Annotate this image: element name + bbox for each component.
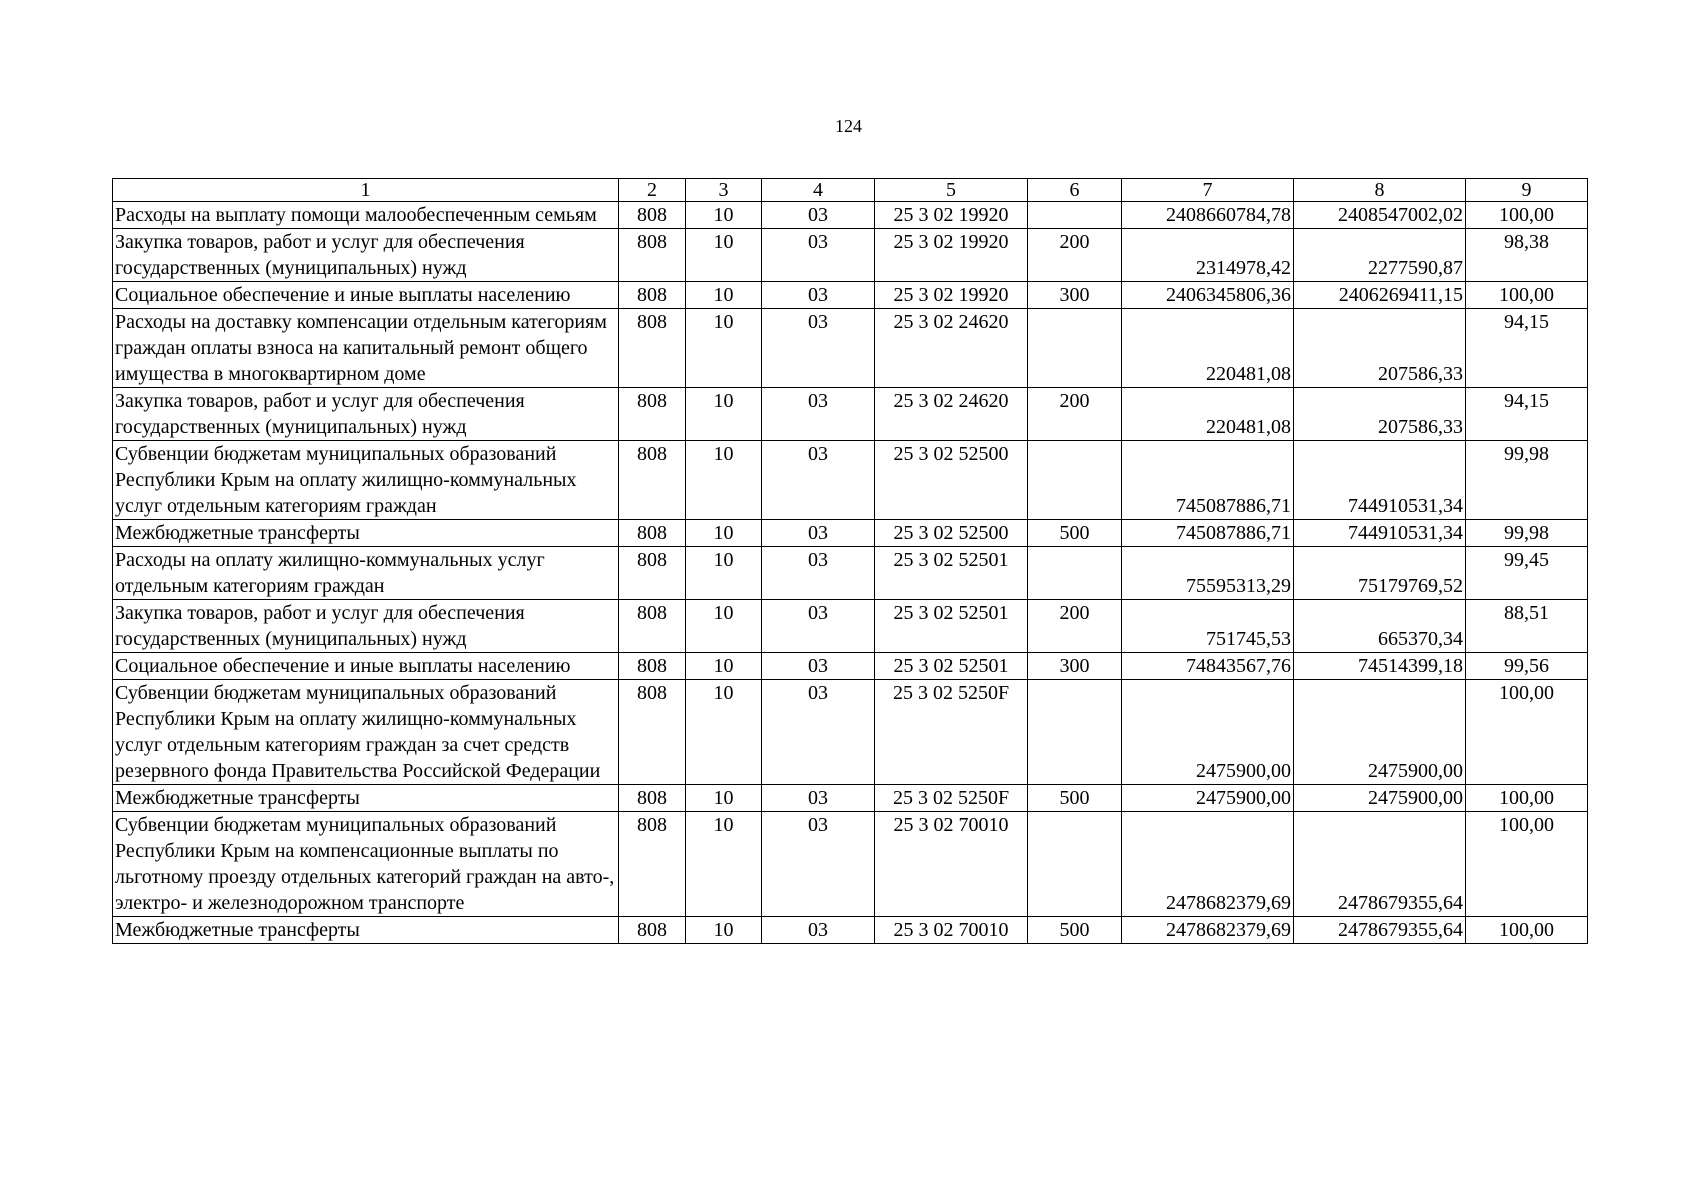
cell-target-article: 25 3 02 5250F: [875, 785, 1028, 812]
cell-target-article: 25 3 02 19920: [875, 202, 1028, 229]
cell-executed-amount: 2408547002,02: [1294, 202, 1466, 229]
table-row: [113, 202, 1588, 229]
column-header: 6: [1028, 179, 1122, 202]
cell-expense-type: 200: [1028, 600, 1122, 653]
cell-expense-type: [1028, 202, 1122, 229]
cell-executed-amount: 665370,34: [1294, 600, 1466, 653]
cell-ministry-code: 808: [619, 282, 686, 309]
cell-planned-amount: 2314978,42: [1122, 229, 1294, 282]
cell-planned-amount: 745087886,71: [1122, 441, 1294, 520]
cell-executed-amount: 2277590,87: [1294, 229, 1466, 282]
cell-ministry-code: 808: [619, 600, 686, 653]
cell-subsection: 03: [762, 600, 875, 653]
cell-subsection: 03: [762, 282, 875, 309]
table-row: [113, 441, 1588, 520]
column-header: 7: [1122, 179, 1294, 202]
cell-section: 10: [686, 388, 762, 441]
cell-section: 10: [686, 680, 762, 785]
cell-ministry-code: 808: [619, 547, 686, 600]
cell-section: 10: [686, 202, 762, 229]
cell-execution-percent: 99,56: [1466, 653, 1588, 680]
cell-section: 10: [686, 520, 762, 547]
cell-executed-amount: 2475900,00: [1294, 785, 1466, 812]
cell-section: 10: [686, 441, 762, 520]
table-row: [113, 520, 1588, 547]
cell-expense-type: 300: [1028, 653, 1122, 680]
cell-execution-percent: 98,38: [1466, 229, 1588, 282]
cell-target-article: 25 3 02 52501: [875, 547, 1028, 600]
table-header-row: [113, 179, 1588, 202]
cell-subsection: 03: [762, 547, 875, 600]
cell-ministry-code: 808: [619, 520, 686, 547]
cell-ministry-code: 808: [619, 309, 686, 388]
cell-ministry-code: 808: [619, 653, 686, 680]
cell-target-article: 25 3 02 52501: [875, 600, 1028, 653]
cell-target-article: 25 3 02 52501: [875, 653, 1028, 680]
row-description: Субвенции бюджетам муниципальных образований Республики Крым на оплату жилищно-коммунальных услуг отдельным категориям граждан: [113, 441, 619, 520]
cell-target-article: 25 3 02 24620: [875, 388, 1028, 441]
cell-subsection: 03: [762, 202, 875, 229]
table-row: [113, 785, 1588, 812]
column-header: 9: [1466, 179, 1588, 202]
cell-expense-type: 200: [1028, 388, 1122, 441]
cell-executed-amount: 207586,33: [1294, 309, 1466, 388]
row-description: Субвенции бюджетам муниципальных образований Республики Крым на компенсационные выплаты по льготному проезду отдельных категорий граждан на авто-, электро- и железнодорожном транспорте: [113, 812, 619, 917]
row-description: Межбюджетные трансферты: [113, 520, 619, 547]
cell-subsection: 03: [762, 917, 875, 944]
cell-execution-percent: 99,45: [1466, 547, 1588, 600]
cell-execution-percent: 88,51: [1466, 600, 1588, 653]
cell-planned-amount: 2408660784,78: [1122, 202, 1294, 229]
cell-execution-percent: 94,15: [1466, 309, 1588, 388]
cell-subsection: 03: [762, 309, 875, 388]
cell-ministry-code: 808: [619, 680, 686, 785]
cell-executed-amount: 744910531,34: [1294, 520, 1466, 547]
column-header: 3: [686, 179, 762, 202]
cell-expense-type: 500: [1028, 785, 1122, 812]
table-row: [113, 229, 1588, 282]
cell-execution-percent: 99,98: [1466, 441, 1588, 520]
budget-table: [112, 178, 1588, 944]
cell-expense-type: 500: [1028, 520, 1122, 547]
cell-expense-type: [1028, 812, 1122, 917]
table-row: [113, 917, 1588, 944]
cell-expense-type: 200: [1028, 229, 1122, 282]
row-description: Расходы на выплату помощи малообеспеченным семьям: [113, 202, 619, 229]
cell-section: 10: [686, 653, 762, 680]
cell-target-article: 25 3 02 5250F: [875, 680, 1028, 785]
column-header: 1: [113, 179, 619, 202]
row-description: Закупка товаров, работ и услуг для обеспечения государственных (муниципальных) нужд: [113, 229, 619, 282]
table-body: [113, 202, 1588, 944]
cell-subsection: 03: [762, 653, 875, 680]
cell-ministry-code: 808: [619, 229, 686, 282]
cell-expense-type: [1028, 547, 1122, 600]
cell-target-article: 25 3 02 19920: [875, 282, 1028, 309]
column-header: 8: [1294, 179, 1466, 202]
table-row: [113, 282, 1588, 309]
cell-execution-percent: 99,98: [1466, 520, 1588, 547]
cell-executed-amount: 75179769,52: [1294, 547, 1466, 600]
cell-execution-percent: 100,00: [1466, 812, 1588, 917]
cell-expense-type: 500: [1028, 917, 1122, 944]
cell-subsection: 03: [762, 388, 875, 441]
table-row: [113, 388, 1588, 441]
column-header: 2: [619, 179, 686, 202]
cell-executed-amount: 207586,33: [1294, 388, 1466, 441]
cell-subsection: 03: [762, 520, 875, 547]
cell-planned-amount: 751745,53: [1122, 600, 1294, 653]
cell-ministry-code: 808: [619, 917, 686, 944]
cell-execution-percent: 100,00: [1466, 202, 1588, 229]
cell-section: 10: [686, 785, 762, 812]
row-description: Расходы на оплату жилищно-коммунальных услуг отдельным категориям граждан: [113, 547, 619, 600]
row-description: Закупка товаров, работ и услуг для обеспечения государственных (муниципальных) нужд: [113, 600, 619, 653]
cell-target-article: 25 3 02 52500: [875, 441, 1028, 520]
cell-executed-amount: 2478679355,64: [1294, 812, 1466, 917]
cell-planned-amount: 74843567,76: [1122, 653, 1294, 680]
cell-execution-percent: 94,15: [1466, 388, 1588, 441]
cell-section: 10: [686, 229, 762, 282]
cell-execution-percent: 100,00: [1466, 917, 1588, 944]
column-header: 5: [875, 179, 1028, 202]
row-description: Расходы на доставку компенсации отдельным категориям граждан оплаты взноса на капитальный ремонт общего имущества в многоквартирном доме: [113, 309, 619, 388]
cell-executed-amount: 2406269411,15: [1294, 282, 1466, 309]
table-row: [113, 600, 1588, 653]
cell-ministry-code: 808: [619, 202, 686, 229]
table-row: [113, 812, 1588, 917]
cell-executed-amount: 2475900,00: [1294, 680, 1466, 785]
cell-section: 10: [686, 282, 762, 309]
table-row: [113, 547, 1588, 600]
column-header: 4: [762, 179, 875, 202]
row-description: Субвенции бюджетам муниципальных образований Республики Крым на оплату жилищно-коммунальных услуг отдельным категориям граждан за счет средств резервного фонда Правительства Российской Федерации: [113, 680, 619, 785]
table-row: [113, 653, 1588, 680]
cell-execution-percent: 100,00: [1466, 282, 1588, 309]
cell-section: 10: [686, 600, 762, 653]
cell-expense-type: 300: [1028, 282, 1122, 309]
row-description: Закупка товаров, работ и услуг для обеспечения государственных (муниципальных) нужд: [113, 388, 619, 441]
cell-section: 10: [686, 812, 762, 917]
cell-subsection: 03: [762, 812, 875, 917]
cell-expense-type: [1028, 680, 1122, 785]
cell-planned-amount: 220481,08: [1122, 309, 1294, 388]
cell-target-article: 25 3 02 70010: [875, 812, 1028, 917]
cell-ministry-code: 808: [619, 388, 686, 441]
cell-ministry-code: 808: [619, 785, 686, 812]
row-description: Социальное обеспечение и иные выплаты населению: [113, 653, 619, 680]
cell-subsection: 03: [762, 229, 875, 282]
cell-target-article: 25 3 02 19920: [875, 229, 1028, 282]
cell-planned-amount: 745087886,71: [1122, 520, 1294, 547]
cell-expense-type: [1028, 441, 1122, 520]
cell-planned-amount: 220481,08: [1122, 388, 1294, 441]
cell-subsection: 03: [762, 441, 875, 520]
cell-section: 10: [686, 309, 762, 388]
page-number: 124: [835, 116, 862, 136]
cell-ministry-code: 808: [619, 812, 686, 917]
cell-planned-amount: 2478682379,69: [1122, 812, 1294, 917]
cell-execution-percent: 100,00: [1466, 785, 1588, 812]
cell-subsection: 03: [762, 680, 875, 785]
row-description: Социальное обеспечение и иные выплаты населению: [113, 282, 619, 309]
cell-planned-amount: 2478682379,69: [1122, 917, 1294, 944]
cell-expense-type: [1028, 309, 1122, 388]
row-description: Межбюджетные трансферты: [113, 785, 619, 812]
row-description: Межбюджетные трансферты: [113, 917, 619, 944]
cell-planned-amount: 2475900,00: [1122, 680, 1294, 785]
cell-section: 10: [686, 917, 762, 944]
cell-ministry-code: 808: [619, 441, 686, 520]
cell-planned-amount: 2406345806,36: [1122, 282, 1294, 309]
cell-planned-amount: 75595313,29: [1122, 547, 1294, 600]
cell-executed-amount: 2478679355,64: [1294, 917, 1466, 944]
table-row: [113, 309, 1588, 388]
table-row: [113, 680, 1588, 785]
cell-section: 10: [686, 547, 762, 600]
cell-target-article: 25 3 02 70010: [875, 917, 1028, 944]
cell-target-article: 25 3 02 52500: [875, 520, 1028, 547]
cell-planned-amount: 2475900,00: [1122, 785, 1294, 812]
cell-execution-percent: 100,00: [1466, 680, 1588, 785]
cell-subsection: 03: [762, 785, 875, 812]
cell-target-article: 25 3 02 24620: [875, 309, 1028, 388]
cell-executed-amount: 744910531,34: [1294, 441, 1466, 520]
cell-executed-amount: 74514399,18: [1294, 653, 1466, 680]
